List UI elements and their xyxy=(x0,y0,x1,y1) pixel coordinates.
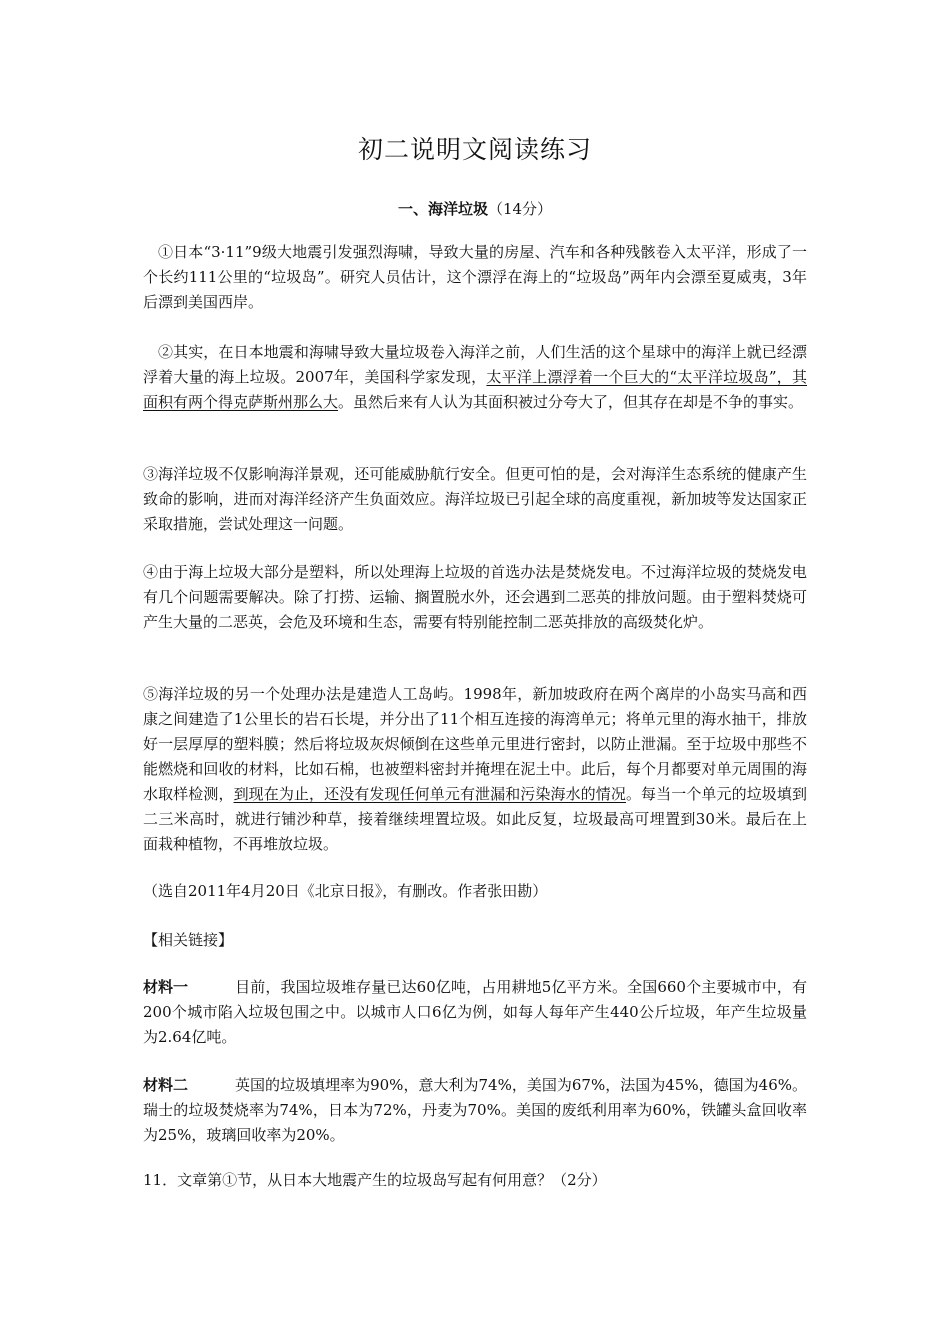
material-2 xyxy=(143,1073,807,1148)
section-heading xyxy=(143,198,807,219)
paragraph-2-underlined: 太平洋上漂浮着一个巨大的“太平洋垃圾岛”，其面积有两个得克萨斯州那么大 xyxy=(143,368,807,411)
section-score: （14分） xyxy=(487,200,553,218)
related-links-heading: 【相关链接】 xyxy=(143,931,234,949)
section-heading-text: 一、海洋垃圾 xyxy=(397,200,488,218)
material-2-label: 材料二 xyxy=(143,1076,189,1094)
paragraph-2 xyxy=(143,340,807,415)
paragraph-5-text-b: 。每当一个单元的垃圾填到二三米高时，就进行铺沙种草，接着继续埋置垃圾。如此反复，垃圾最高可埋置到30米。最后在上面栽种植物，不再堆放垃圾。 xyxy=(143,785,807,853)
material-1-text: 目前，我国垃圾堆存量已达60亿吨，占用耕地5亿平方米。全国660个主要城市中，有200个城市陷入垃圾包围之中。以城市人口6亿为例，如每人每年产生440公斤垃圾，年产生垃圾量为2.64亿吨。 xyxy=(143,978,807,1046)
paragraph-4: ④由于海上垃圾大部分是塑料，所以处理海上垃圾的首选办法是焚烧发电。不过海洋垃圾的焚烧发电有几个问题需要解决。除了打捞、运输、搁置脱水外，还会遇到二恶英的排放问题。由于塑料焚烧可产生大量的二恶英，会危及环境和生态，需要有特别能控制二恶英排放的高级焚化炉。 xyxy=(143,563,807,631)
paragraph-1: ①日本“3·11”9级大地震引发强烈海啸，导致大量的房屋、汽车和各种残骸卷入太平洋，形成了一个长约111公里的“垃圾岛”。研究人员估计，这个漂浮在海上的“垃圾岛”两年内会漂至夏威夷，3年后漂到美国西岸。 xyxy=(143,243,807,311)
paragraph-5-underlined: 到现在为止，还没有发现任何单元有泄漏和污染海水的情况 xyxy=(233,785,626,803)
paragraph-5-text-a: ⑤海洋垃圾的另一个处理办法是建造人工岛屿。1998年，新加坡政府在两个离岸的小岛实马高和西康之间建造了1公里长的岩石长堤，并分出了11个相互连接的海湾单元；将单元里的海水抽干，排放好一层厚厚的塑料膜；然后将垃圾灰烬倾倒在这些单元里进行密封，以防止泄漏。至于垃圾中那些不能燃烧和回收的材料，比如石棉，也被塑料密封并掩埋在泥土中。此后，每个月都要对单元周围的海水取样检测， xyxy=(143,685,807,803)
source-note: （选自2011年4月20日《北京日报》，有删改。作者张田勘） xyxy=(143,882,548,900)
paragraph-2-text-a: ②其实，在日本地震和海啸导致大量垃圾卷入海洋之前，人们生活的这个星球中的海洋上就已经漂浮着大量的海上垃圾。2007年，美国科学家发现， xyxy=(143,343,807,386)
paragraph-3: ③海洋垃圾不仅影响海洋景观，还可能威胁航行安全。但更可怕的是，会对海洋生态系统的健康产生致命的影响，进而对海洋经济产生负面效应。海洋垃圾已引起全球的高度重视，新加坡等发达国家正采取措施，尝试处理这一问题。 xyxy=(143,465,807,533)
material-1 xyxy=(143,975,807,1050)
page-title: 初二说明文阅读练习 xyxy=(357,135,592,164)
material-2-text: 英国的垃圾填埋率为90%，意大利为74%，美国为67%，法国为45%，德国为46%。瑞士的垃圾焚烧率为74%，日本为72%，丹麦为70%。美国的废纸利用率为60%，铁罐头盒回收率为25%，玻璃回收率为20%。 xyxy=(143,1076,807,1144)
question-11: 11．文章第①节，从日本大地震产生的垃圾岛写起有何用意？（2分） xyxy=(143,1171,607,1189)
material-1-label: 材料一 xyxy=(143,978,189,996)
paragraph-5 xyxy=(143,682,807,857)
paragraph-2-text-b: 。虽然后来有人认为其面积被过分夸大了，但其存在却是不争的事实。 xyxy=(338,393,804,411)
